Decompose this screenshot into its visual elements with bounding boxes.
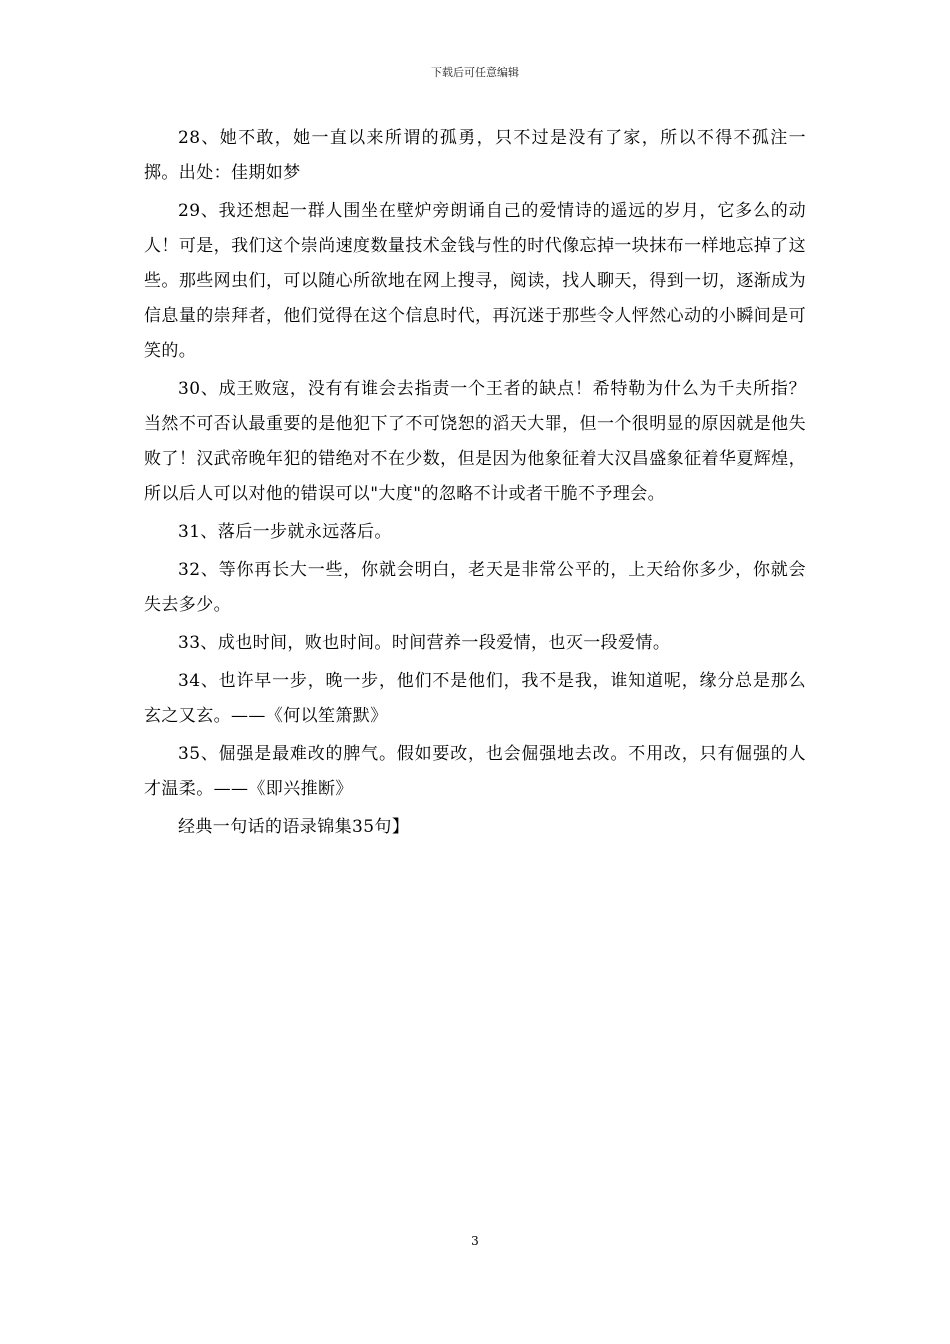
quote-paragraph-30: 30、成王败寇，没有有谁会去指责一个王者的缺点！希特勒为什么为千夫所指？当然不可否认最重要的是他犯下了不可饶恕的滔天大罪，但一个很明显的原因就是他失败了！汉武帝晚年犯的错绝对不在少数，但是因为他象征着大汉昌盛象征着华夏辉煌，所以后人可以对他的错误可以"大度"的忽略不计或者干脆不予理会。 [144,379,806,504]
quote-paragraph-31: 31、落后一步就永远落后。 [178,522,392,542]
quote-paragraph-32: 32、等你再长大一些，你就会明白，老天是非常公平的，上天给你多少，你就会失去多少。 [144,560,806,615]
quote-paragraph-35: 35、倔强是最难改的脾气。假如要改，也会倔强地去改。不用改，只有倔强的人才温柔。——《即兴推断》 [144,744,806,799]
quote-paragraph-29: 29、我还想起一群人围坐在壁炉旁朗诵自己的爱情诗的遥远的岁月，它多么的动人！可是，我们这个崇尚速度数量技术金钱与性的时代像忘掉一块抹布一样地忘掉了这些。那些网虫们，可以随心所欲地在网上搜寻，阅读，找人聊天，得到一切，逐渐成为信息量的崇拜者，他们觉得在这个信息时代，再沉迷于那些令人怦然心动的小瞬间是可笑的。 [144,201,806,361]
collection-closing-line: 经典一句话的语录锦集35句】 [178,817,410,837]
quote-paragraph-34: 34、也许早一步，晚一步，他们不是他们，我不是我，谁知道呢，缘分总是那么玄之又玄。——《何以笙箫默》 [144,671,806,726]
page-header: 下载后可任意编辑 [431,66,519,79]
page-number: 3 [471,1234,479,1248]
quote-paragraph-28: 28、她不敢，她一直以来所谓的孤勇，只不过是没有了家，所以不得不孤注一掷。出处：佳期如梦 [144,128,806,183]
quote-paragraph-33: 33、成也时间，败也时间。时间营养一段爱情，也灭一段爱情。 [178,633,671,653]
document-body [144,121,806,848]
